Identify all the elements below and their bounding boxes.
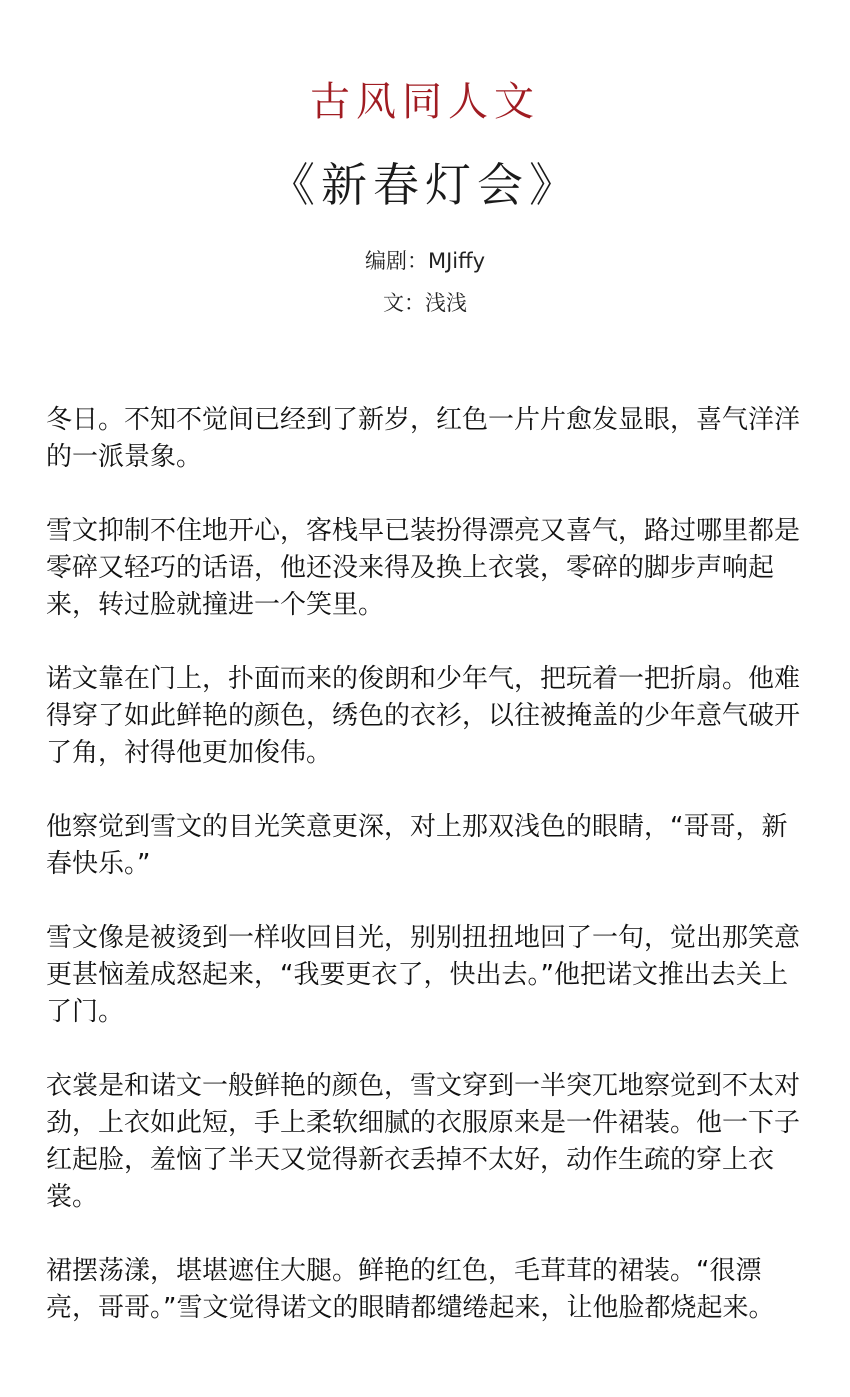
paragraph: 冬日。不知不觉间已经到了新岁，红色一片片愈发显眼，喜气洋洋的一派景象。 (46, 405, 801, 472)
paragraph: 衣裳是和诺文一般鲜艳的颜色，雪文穿到一半突兀地察觉到不太对劲，上衣如此短，手上柔软细腻的衣服原来是一件裙装。他一下子红起脸，羞恼了半天又觉得新衣丢掉不太好，动作生疏的穿上衣裳。 (46, 1071, 801, 1212)
paragraph: 裙摆荡漾，堪堪遮住大腿。鲜艳的红色，毛茸茸的裙装。“很漂亮，哥哥。”雪文觉得诺文的眼睛都缱绻起来，让他脸都烧起来。 (46, 1256, 775, 1323)
author-credit: 文：浅浅 (383, 291, 467, 315)
paragraph: 诺文靠在门上，扑面而来的俊朗和少年气，把玩着一把折扇。他难得穿了如此鲜艳的颜色，绣色的衣衫，以往被掩盖的少年意气破开了角，衬得他更加俊伟。 (46, 664, 801, 768)
writer-credit: 编剧：MJiffy (364, 249, 486, 273)
paragraph: 雪文抑制不住地开心，客栈早已装扮得漂亮又喜气，路过哪里都是零碎又轻巧的话语，他还没来得及换上衣裳，零碎的脚步声响起来，转过脸就撞进一个笑里。 (46, 516, 801, 620)
paragraph: 雪文像是被烫到一样收回目光，别别扭扭地回了一句，觉出那笑意更甚恼羞成怒起来，“我要更衣了，快出去。”他把诺文推出去关上了门。 (46, 923, 801, 1027)
category-heading: 古风同人文 (310, 79, 540, 125)
story-title: 《新春灯会》 (269, 158, 581, 212)
story-body (46, 402, 806, 1364)
paragraph: 他察觉到雪文的目光笑意更深，对上那双浅色的眼睛，“哥哥，新春快乐。” (46, 812, 788, 879)
